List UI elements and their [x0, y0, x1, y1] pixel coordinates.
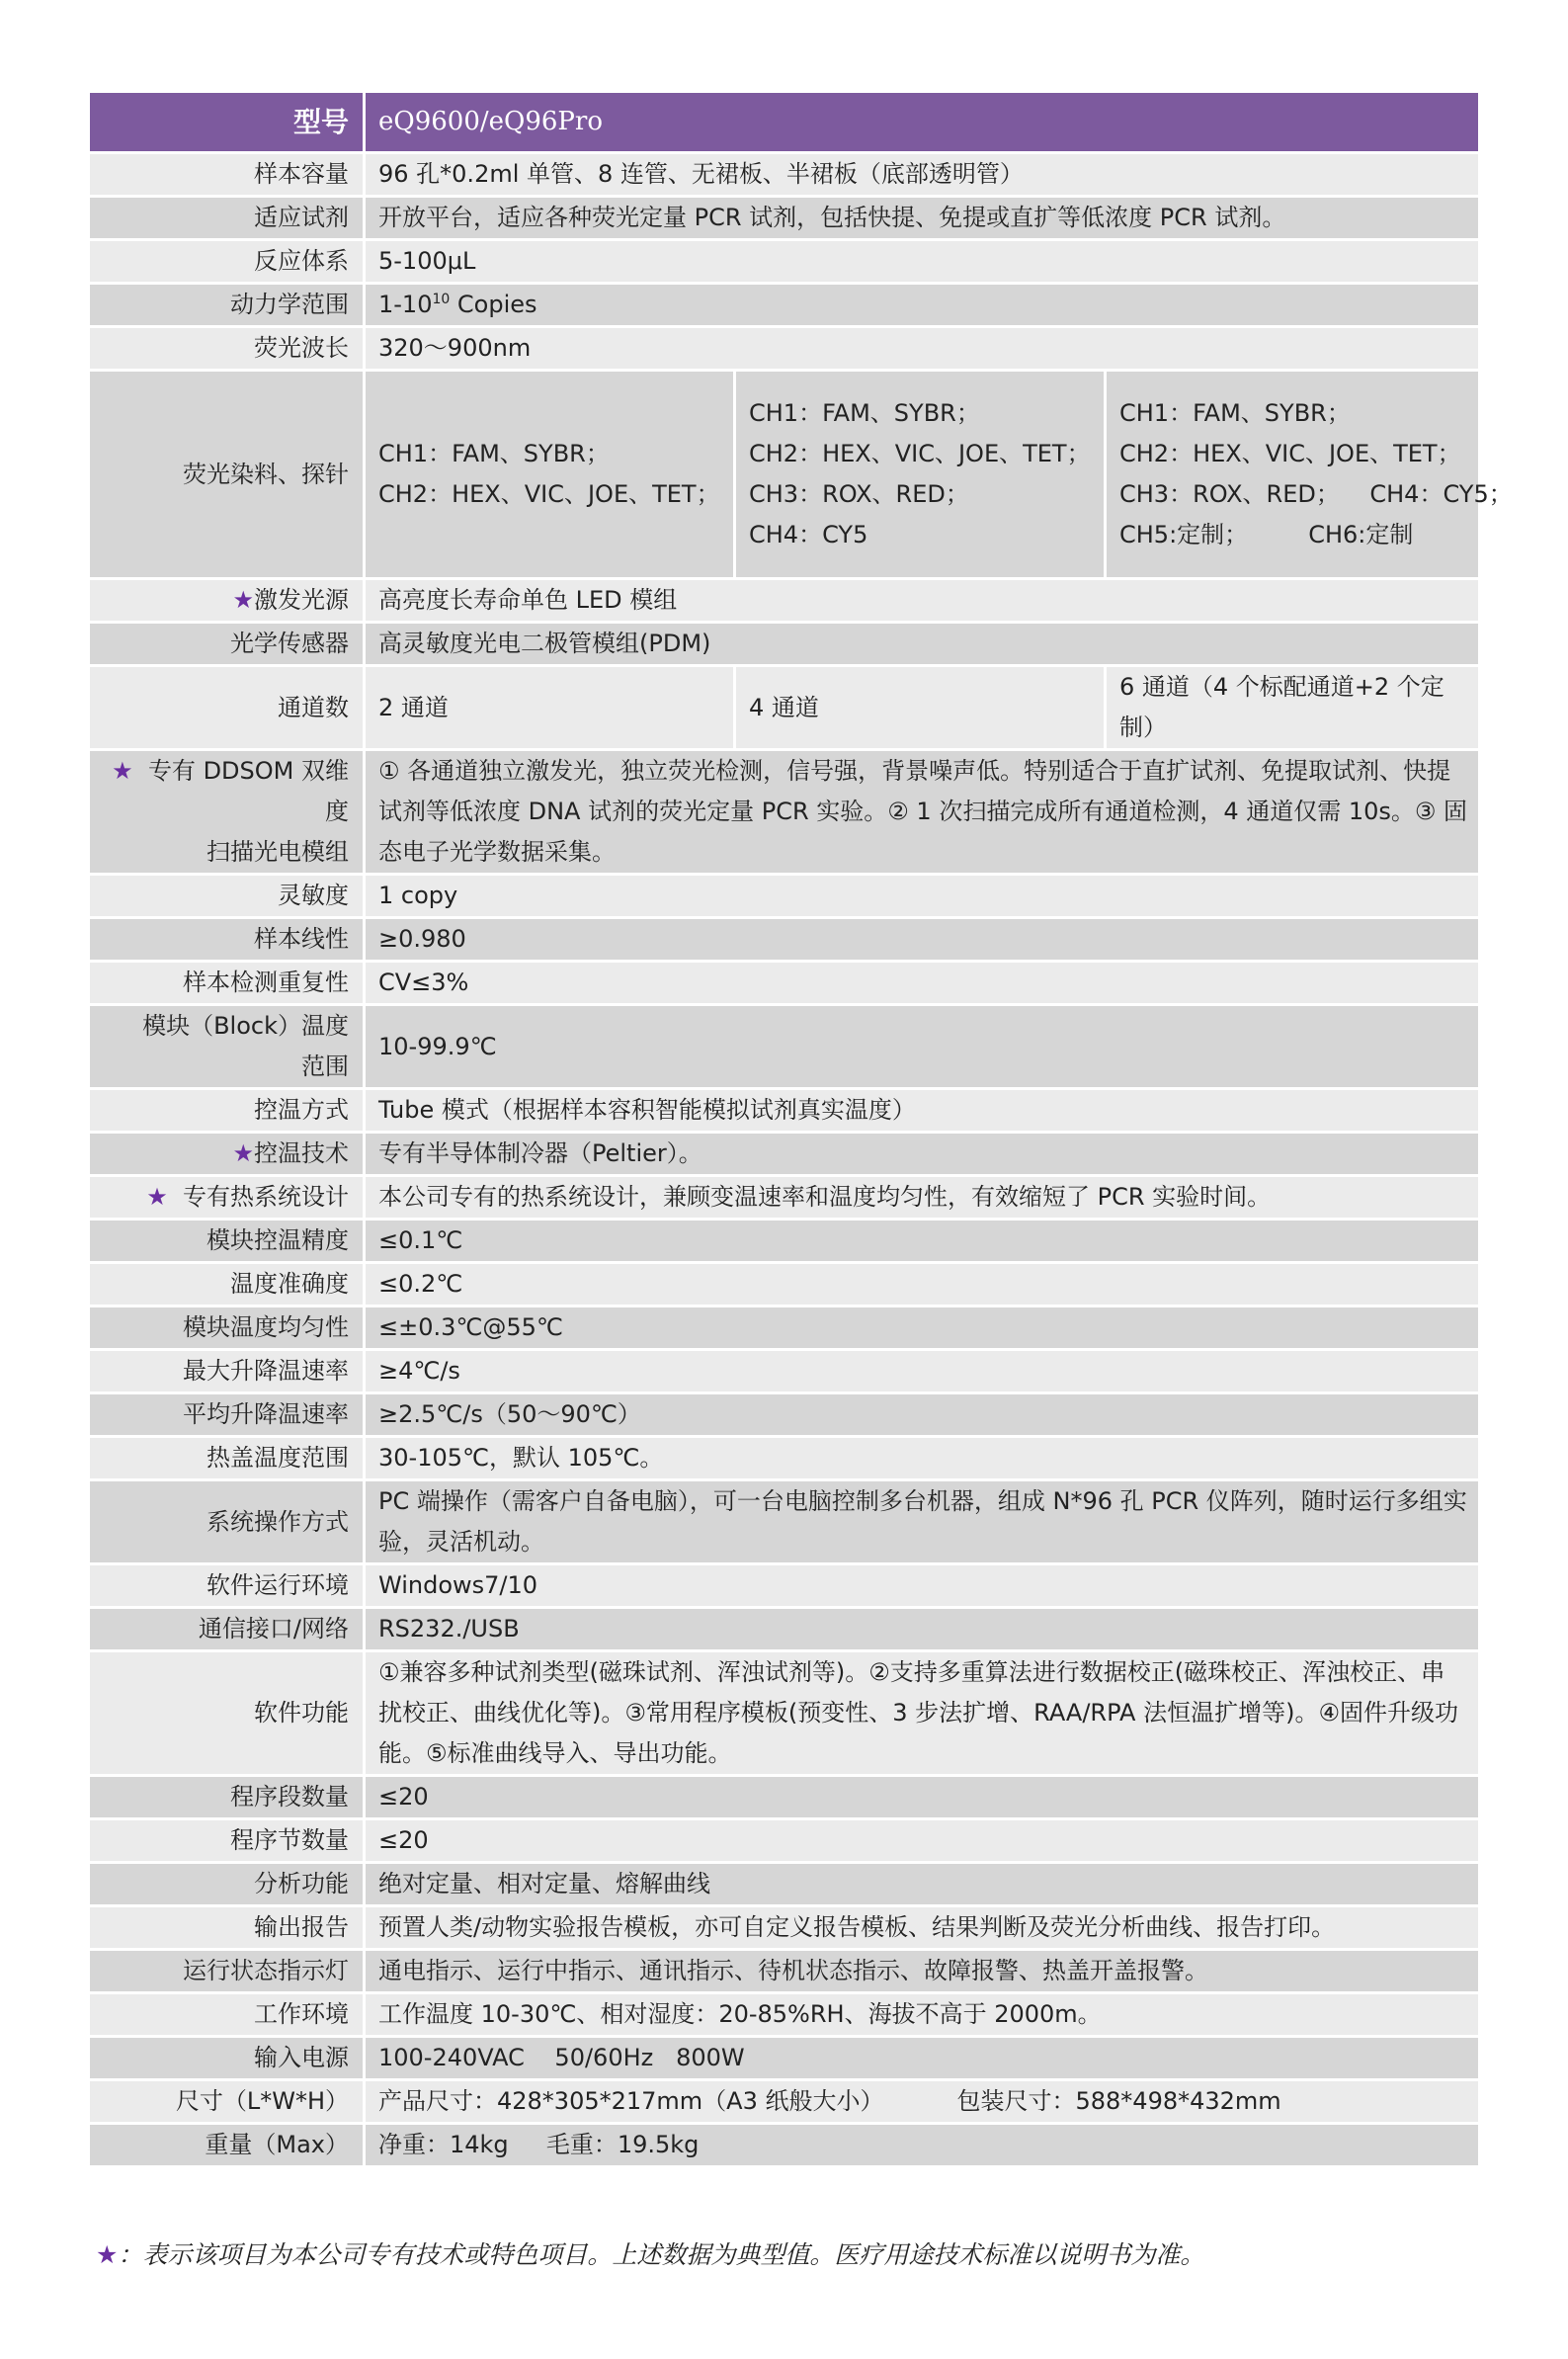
row-value: ≤0.1℃	[366, 1221, 1478, 1264]
table-header-row	[90, 93, 1478, 154]
row-value: 1 copy	[366, 876, 1478, 919]
dye-line: CH2：HEX、VIC、JOE、TET；	[1119, 440, 1461, 467]
row-value: RS232./USB	[366, 1609, 1478, 1652]
table-row	[90, 2038, 1478, 2081]
dye-line: CH3：ROX、RED； CH4：CY5；	[1119, 480, 1513, 508]
row-label-text: 模块（Block）温度	[142, 1012, 349, 1040]
row-value: ≤20	[366, 1820, 1478, 1864]
table-row	[90, 580, 1478, 624]
row-label: 最大升降温速率	[90, 1351, 366, 1394]
header-model: eQ9600/eQ96Pro	[366, 93, 1478, 154]
star-icon: ★	[112, 757, 133, 785]
row-value: 通电指示、运行中指示、通讯指示、待机状态指示、故障报警、热盖开盖报警。	[366, 1951, 1478, 1994]
row-label: 输入电源	[90, 2038, 366, 2081]
dye-line: CH1：FAM、SYBR；	[378, 440, 610, 467]
row-value: 预置人类/动物实验报告模板，亦可自定义报告模板、结果判断及荧光分析曲线、报告打印。	[366, 1907, 1478, 1951]
row-value: 专有半导体制冷器（Peltier）。	[366, 1134, 1478, 1177]
star-icon: ★	[232, 1139, 254, 1167]
row-label	[90, 580, 366, 624]
row-label: 通道数	[90, 667, 366, 751]
row-value: ≤±0.3℃@55℃	[366, 1307, 1478, 1351]
table-row	[90, 241, 1478, 285]
row-value: ≥0.980	[366, 919, 1478, 963]
table-row	[90, 2081, 1478, 2125]
table-row	[90, 1565, 1478, 1609]
table-row	[90, 667, 1478, 751]
row-label	[90, 1177, 366, 1221]
row-value: 绝对定量、相对定量、熔解曲线	[366, 1864, 1478, 1907]
table-row	[90, 1652, 1478, 1777]
table-row	[90, 876, 1478, 919]
star-icon: ★	[232, 586, 254, 614]
row-label: 动力学范围	[90, 285, 366, 328]
table-row	[90, 285, 1478, 328]
table-row	[90, 2125, 1478, 2168]
row-label: 输出报告	[90, 1907, 366, 1951]
row-value: CV≤3%	[366, 963, 1478, 1006]
table-row	[90, 1951, 1478, 1994]
dye-line: CH3：ROX、RED；	[749, 480, 969, 508]
dye-line: CH5:定制； CH6:定制	[1119, 521, 1414, 548]
row-label: 系统操作方式	[90, 1481, 366, 1565]
table-row	[90, 1777, 1478, 1820]
row-value: 高灵敏度光电二极管模组(PDM)	[366, 624, 1478, 667]
row-value: 96 孔*0.2ml 单管、8 连管、无裙板、半裙板（底部透明管）	[366, 154, 1478, 198]
table-row	[90, 1864, 1478, 1907]
row-label: 软件运行环境	[90, 1565, 366, 1609]
row-label: 控温方式	[90, 1090, 366, 1134]
table-row	[90, 198, 1478, 241]
dye-line: CH4：CY5	[749, 521, 868, 548]
row-value: 本公司专有的热系统设计，兼顾变温速率和温度均匀性，有效缩短了 PCR 实验时间。	[366, 1177, 1478, 1221]
dye-line: CH1：FAM、SYBR；	[1119, 399, 1351, 427]
dynamic-suffix: Copies	[450, 291, 537, 318]
dyes-col-2ch	[366, 372, 736, 580]
row-value: Tube 模式（根据样本容积智能模拟试剂真实温度）	[366, 1090, 1478, 1134]
row-value: ① 各通道独立激发光，独立荧光检测，信号强，背景噪声低。特别适合于直扩试剂、免提取试剂、快提试剂等低浓度 DNA 试剂的荧光定量 PCR 实验。② 1 次扫描完成所有通道检测，4 通道仅需 10s。③ 固态电子光学数据采集。	[366, 751, 1478, 876]
row-label: 通信接口/网络	[90, 1609, 366, 1652]
dyes-col-6ch	[1107, 372, 1513, 580]
row-label: 重量（Max）	[90, 2125, 366, 2168]
row-label: 反应体系	[90, 241, 366, 285]
row-label: 适应试剂	[90, 198, 366, 241]
row-value: 5-100μL	[366, 241, 1478, 285]
row-value: 30-105℃，默认 105℃。	[366, 1438, 1478, 1481]
table-row	[90, 1134, 1478, 1177]
row-label	[90, 751, 366, 876]
row-label: 模块控温精度	[90, 1221, 366, 1264]
spec-table	[90, 93, 1513, 2168]
row-label-text: 扫描光电模组	[206, 838, 349, 866]
channels-col-2: 4 通道	[736, 667, 1107, 751]
row-value: 100-240VAC 50/60Hz 800W	[366, 2038, 1478, 2081]
table-row	[90, 328, 1478, 372]
row-label	[90, 1134, 366, 1177]
dynamic-prefix: 1-10	[378, 291, 433, 318]
row-label: 样本线性	[90, 919, 366, 963]
row-label: 尺寸（L*W*H）	[90, 2081, 366, 2125]
row-label: 温度准确度	[90, 1264, 366, 1307]
row-label: 荧光染料、探针	[90, 372, 366, 580]
row-value: ≤20	[366, 1777, 1478, 1820]
row-value: 净重：14kg 毛重：19.5kg	[366, 2125, 1478, 2168]
table-row	[90, 1994, 1478, 2038]
table-row	[90, 1177, 1478, 1221]
table-row	[90, 1006, 1478, 1090]
table-row	[90, 1481, 1478, 1565]
row-value: 高亮度长寿命单色 LED 模组	[366, 580, 1478, 624]
row-value: Windows7/10	[366, 1565, 1478, 1609]
table-row	[90, 1221, 1478, 1264]
channels-col-1: 2 通道	[366, 667, 736, 751]
row-label: 光学传感器	[90, 624, 366, 667]
row-label: 样本检测重复性	[90, 963, 366, 1006]
table-row	[90, 372, 1478, 580]
row-value: PC 端操作（需客户自备电脑），可一台电脑控制多台机器，组成 N*96 孔 PCR 仪阵列，随时运行多组实验，灵活机动。	[366, 1481, 1478, 1565]
table-row	[90, 1090, 1478, 1134]
row-label-text: 控温技术	[254, 1139, 349, 1167]
footnote-text: ：表示该项目为本公司专有技术或特色项目。上述数据为典型值。医疗用途技术标准以说明书为准。	[118, 2240, 1205, 2269]
row-label: 工作环境	[90, 1994, 366, 2038]
table-row	[90, 1609, 1478, 1652]
row-value: ≥2.5℃/s（50～90℃）	[366, 1394, 1478, 1438]
table-row	[90, 1820, 1478, 1864]
row-label: 平均升降温速率	[90, 1394, 366, 1438]
row-label: 灵敏度	[90, 876, 366, 919]
row-value: ≤0.2℃	[366, 1264, 1478, 1307]
row-label: 荧光波长	[90, 328, 366, 372]
row-label-text: 范围	[301, 1053, 349, 1080]
table-row	[90, 1394, 1478, 1438]
table-row	[90, 1438, 1478, 1481]
table-row	[90, 919, 1478, 963]
row-value: 10-99.9℃	[366, 1006, 1478, 1090]
row-label	[90, 1006, 366, 1090]
star-icon: ★	[96, 2240, 119, 2269]
product-size: 产品尺寸：428*305*217mm（A3 纸般大小）	[378, 2087, 884, 2115]
row-value: ①兼容多种试剂类型(磁珠试剂、浑浊试剂等)。②支持多重算法进行数据校正(磁珠校正、浑浊校正、串扰校正、曲线优化等)。③常用程序模板(预变性、3 步法扩增、RAA/RPA 法恒温扩增等)。④固件升级功能。⑤标准曲线导入、导出功能。	[366, 1652, 1478, 1777]
dye-line: CH1：FAM、SYBR；	[749, 399, 980, 427]
package-size: 包装尺寸：588*498*432mm	[956, 2087, 1281, 2115]
table-row	[90, 751, 1478, 876]
row-value	[366, 2081, 1478, 2125]
row-label: 运行状态指示灯	[90, 1951, 366, 1994]
row-label: 热盖温度范围	[90, 1438, 366, 1481]
table-row	[90, 1264, 1478, 1307]
row-value: 工作温度 10-30℃、相对湿度：20-85%RH、海拔不高于 2000m。	[366, 1994, 1478, 2038]
row-label: 模块温度均匀性	[90, 1307, 366, 1351]
row-label-text: 激发光源	[254, 586, 349, 614]
dynamic-exponent: 10	[432, 292, 451, 307]
table-row	[90, 1907, 1478, 1951]
row-value: 开放平台，适应各种荧光定量 PCR 试剂，包括快提、免提或直扩等低浓度 PCR 试剂。	[366, 198, 1478, 241]
row-value: ≥4℃/s	[366, 1351, 1478, 1394]
dye-line: CH2：HEX、VIC、JOE、TET；	[378, 480, 720, 508]
channels-col-3: 6 通道（4 个标配通道+2 个定制）	[1107, 667, 1478, 751]
dyes-col-4ch	[736, 372, 1107, 580]
row-label: 软件功能	[90, 1652, 366, 1777]
row-label: 分析功能	[90, 1864, 366, 1907]
footnote	[96, 2235, 1204, 2271]
table-row	[90, 154, 1478, 198]
row-value: 320～900nm	[366, 328, 1478, 372]
row-label: 程序段数量	[90, 1777, 366, 1820]
header-label: 型号	[90, 93, 366, 154]
table-row	[90, 1307, 1478, 1351]
table-row	[90, 624, 1478, 667]
row-label-text: 专有 DDSOM 双维度	[147, 757, 349, 825]
star-icon: ★	[146, 1183, 168, 1211]
table-row	[90, 963, 1478, 1006]
table-row	[90, 1351, 1478, 1394]
row-label: 样本容量	[90, 154, 366, 198]
dye-line: CH2：HEX、VIC、JOE、TET；	[749, 440, 1091, 467]
row-label-text: 专有热系统设计	[183, 1183, 349, 1211]
row-label: 程序节数量	[90, 1820, 366, 1864]
row-value	[366, 285, 1478, 328]
